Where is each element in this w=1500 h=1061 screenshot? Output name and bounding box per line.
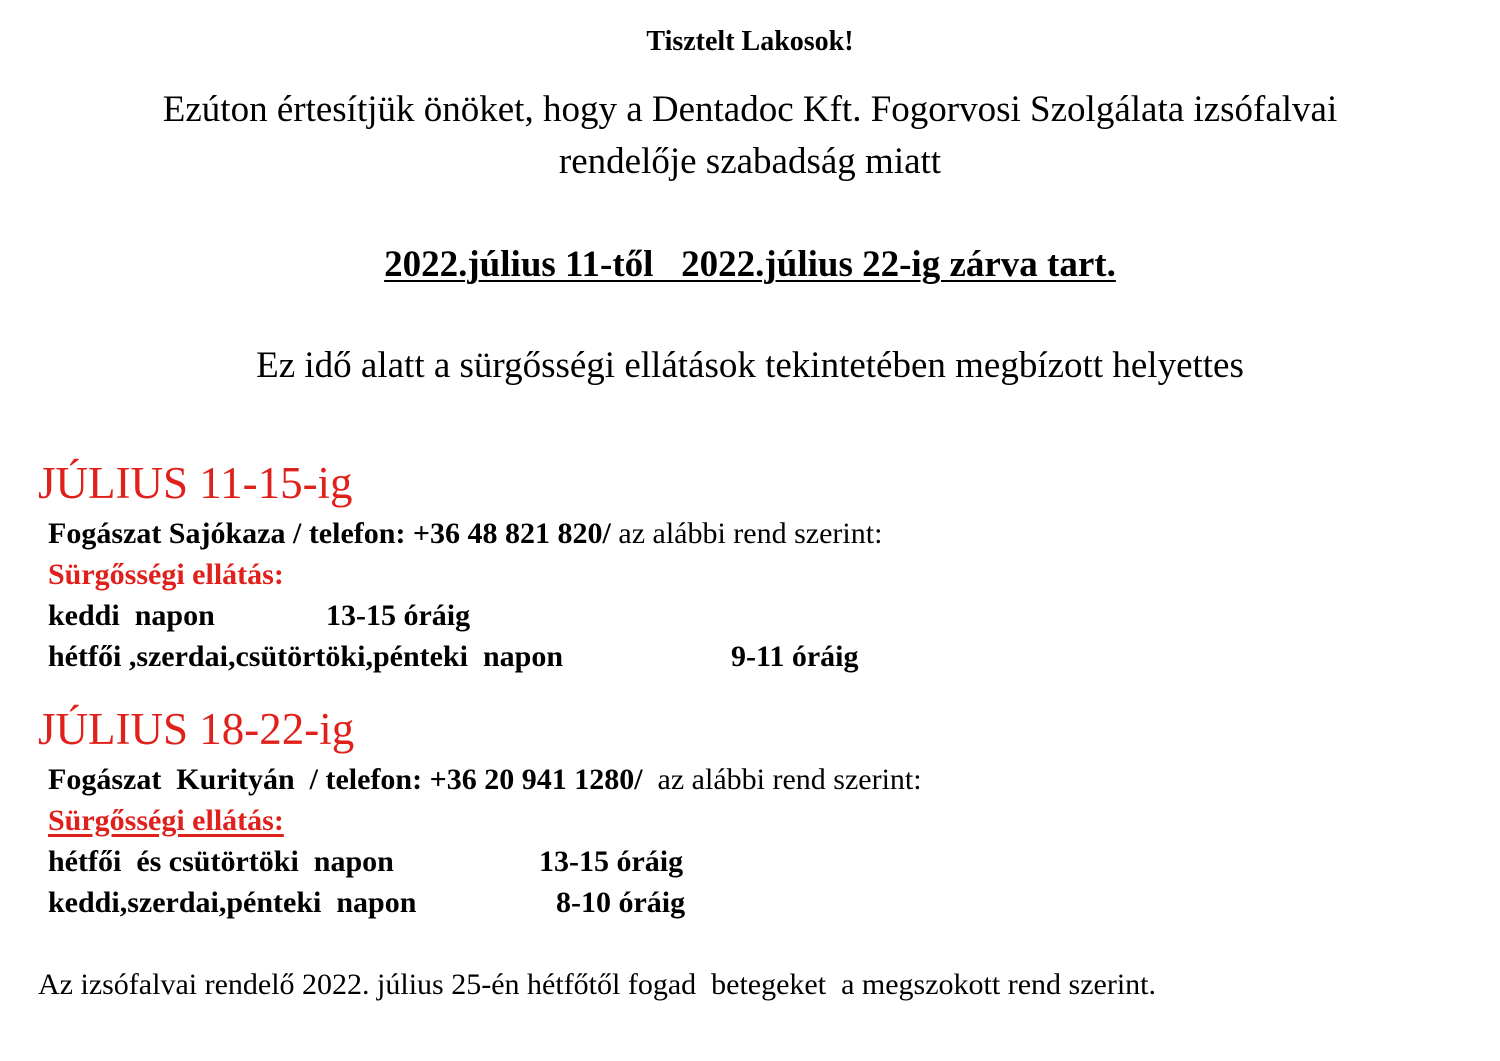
- period-1-row-2: [48, 640, 859, 673]
- period-2-row-1: [48, 845, 684, 878]
- greeting-heading: Tisztelt Lakosok!: [646, 26, 854, 57]
- row-days: hétfői és csütörtöki napon: [48, 845, 394, 878]
- period-2-row-2: [48, 886, 686, 919]
- row-days: keddi,szerdai,pénteki napon: [48, 886, 417, 919]
- footer-reopening: Az izsófalvai rendelő 2022. július 25-én hétfőtől fogad betegeket a megszokott rend szerint.: [38, 968, 1156, 1001]
- closure-dates: 2022.július 11-től 2022.július 22-ig zárva tart.: [384, 244, 1116, 285]
- intro-line-1: Ezúton értesítjük önöket, hogy a Dentadoc Kft. Fogorvosi Szolgálata izsófalvai: [162, 89, 1338, 130]
- period-2-dentist-contact: Fogászat Kurityán / telefon: +36 20 941 1280/: [48, 763, 643, 796]
- period-1-title: JÚLIUS 11-15-ig: [38, 458, 353, 508]
- intro-line-2: rendelője szabadság miatt: [558, 141, 942, 182]
- row-hours: 13-15 óráig: [326, 599, 471, 632]
- period-2-dentist-suffix: az alábbi rend szerint:: [642, 763, 922, 796]
- period-2-title: JÚLIUS 18-22-ig: [38, 704, 355, 754]
- period-2-urgent-label: Sürgősségi ellátás:: [48, 804, 284, 837]
- row-days: keddi napon: [48, 599, 215, 632]
- row-days: hétfői ,szerdai,csütörtöki,pénteki napon: [48, 640, 564, 673]
- row-hours: 9-11 óráig: [731, 640, 859, 673]
- row-hours: 8-10 óráig: [556, 886, 686, 919]
- period-1-dentist-contact: Fogászat Sajókaza / telefon: +36 48 821 820/: [48, 517, 611, 550]
- row-hours: 13-15 óráig: [539, 845, 684, 878]
- period-1-dentist-suffix: az alábbi rend szerint:: [610, 517, 883, 550]
- period-1-row-1: [48, 599, 471, 632]
- substitute-intro: Ez idő alatt a sürgősségi ellátások tekintetében megbízott helyettes: [256, 345, 1244, 386]
- period-1-dentist: [48, 519, 882, 549]
- period-2-dentist: [48, 765, 922, 795]
- period-1-urgent-label: Sürgősségi ellátás:: [48, 558, 284, 591]
